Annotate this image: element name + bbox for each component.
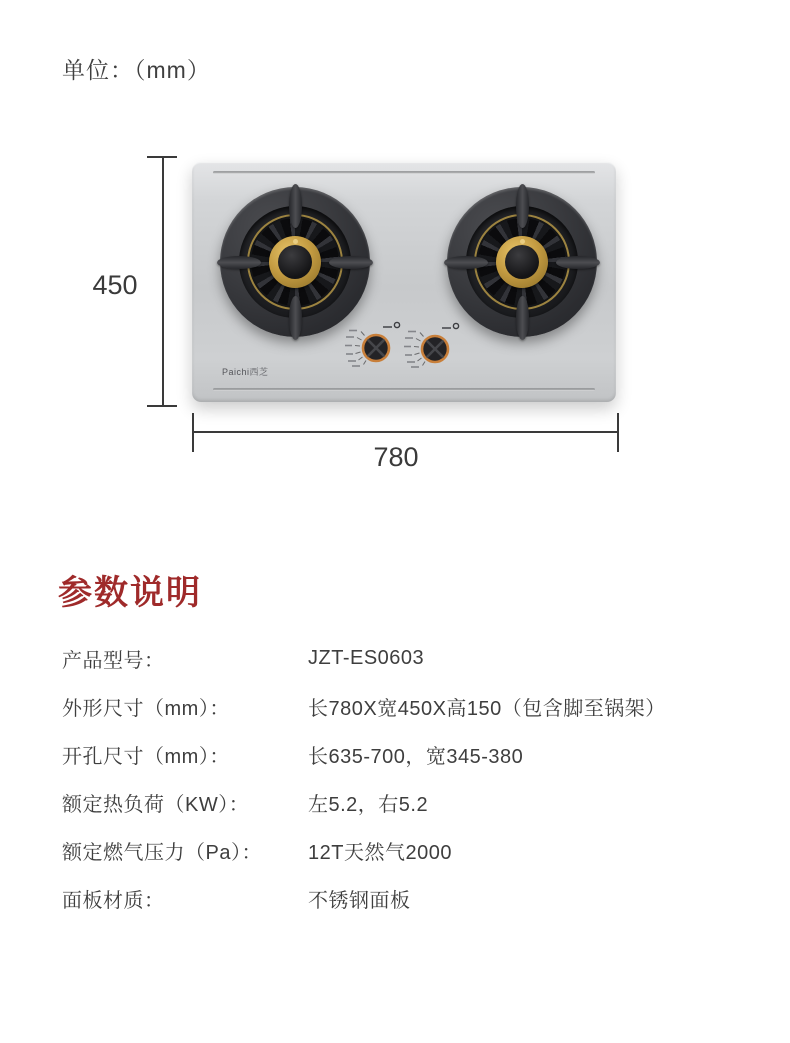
grate-arm-icon xyxy=(329,256,373,269)
spec-row-gas-pressure xyxy=(62,826,742,874)
knob-scale-labels xyxy=(345,331,360,367)
width-dim-label: 780 xyxy=(373,442,419,472)
grate-arm-icon xyxy=(217,256,261,269)
spec-row-panel-material xyxy=(62,874,742,922)
spec-value: JZT-ES0603 xyxy=(308,646,425,669)
spec-label: 额定燃气压力（Pa）： xyxy=(62,841,262,864)
spec-value: 长635-700，宽345-380 xyxy=(308,745,524,768)
spec-row-cutout-size xyxy=(62,730,742,778)
product-figure xyxy=(0,0,790,520)
spec-row-heat-load xyxy=(62,778,742,826)
height-dim-label: 450 xyxy=(92,270,138,300)
grate-arm-icon xyxy=(289,296,302,340)
height-dimension-line xyxy=(162,157,164,407)
control-knob-right xyxy=(399,319,463,373)
spec-label: 外形尺寸（mm）： xyxy=(62,697,230,720)
spec-value: 长780X宽450X高150（包含脚至锅架） xyxy=(308,697,666,720)
height-dimension-cap-top xyxy=(147,156,177,158)
stove-panel xyxy=(192,162,616,402)
panel-groove-bottom xyxy=(213,388,595,391)
spec-label: 开孔尺寸（mm）： xyxy=(62,745,230,768)
burner-left xyxy=(220,187,370,337)
spec-label: 面板材质： xyxy=(62,889,165,912)
height-dimension-cap-bottom xyxy=(147,405,177,407)
burner-right xyxy=(447,187,597,337)
width-dimension-cap-left xyxy=(192,413,194,452)
unit-label: 单位：（mm） xyxy=(62,57,211,83)
grate-arm-icon xyxy=(289,184,302,228)
width-dimension-cap-right xyxy=(617,413,619,452)
spec-table xyxy=(62,634,742,922)
ignition-off-icon xyxy=(442,323,459,328)
panel-groove-top xyxy=(213,171,595,174)
ignition-off-icon xyxy=(383,322,400,327)
control-knob-left xyxy=(340,318,404,372)
spec-value: 不锈钢面板 xyxy=(308,889,411,912)
knob-scale-labels xyxy=(404,332,419,368)
grate-arm-icon xyxy=(556,256,600,269)
burner-core xyxy=(505,245,539,279)
section-title: 参数说明 xyxy=(58,574,202,612)
grate-arm-icon xyxy=(516,184,529,228)
spec-row-outer-size xyxy=(62,682,742,730)
spec-row-model xyxy=(62,634,742,682)
grate-arm-icon xyxy=(444,256,488,269)
spec-value: 12T天然气2000 xyxy=(308,841,452,864)
spec-label: 额定热负荷（KW）： xyxy=(62,793,250,816)
spec-label: 产品型号： xyxy=(62,649,165,672)
grate-arm-icon xyxy=(516,296,529,340)
brand-logo: Paichi西芝 xyxy=(222,367,269,377)
width-dimension-line xyxy=(192,431,619,433)
spec-value: 左5.2，右5.2 xyxy=(308,793,429,816)
burner-core xyxy=(278,245,312,279)
